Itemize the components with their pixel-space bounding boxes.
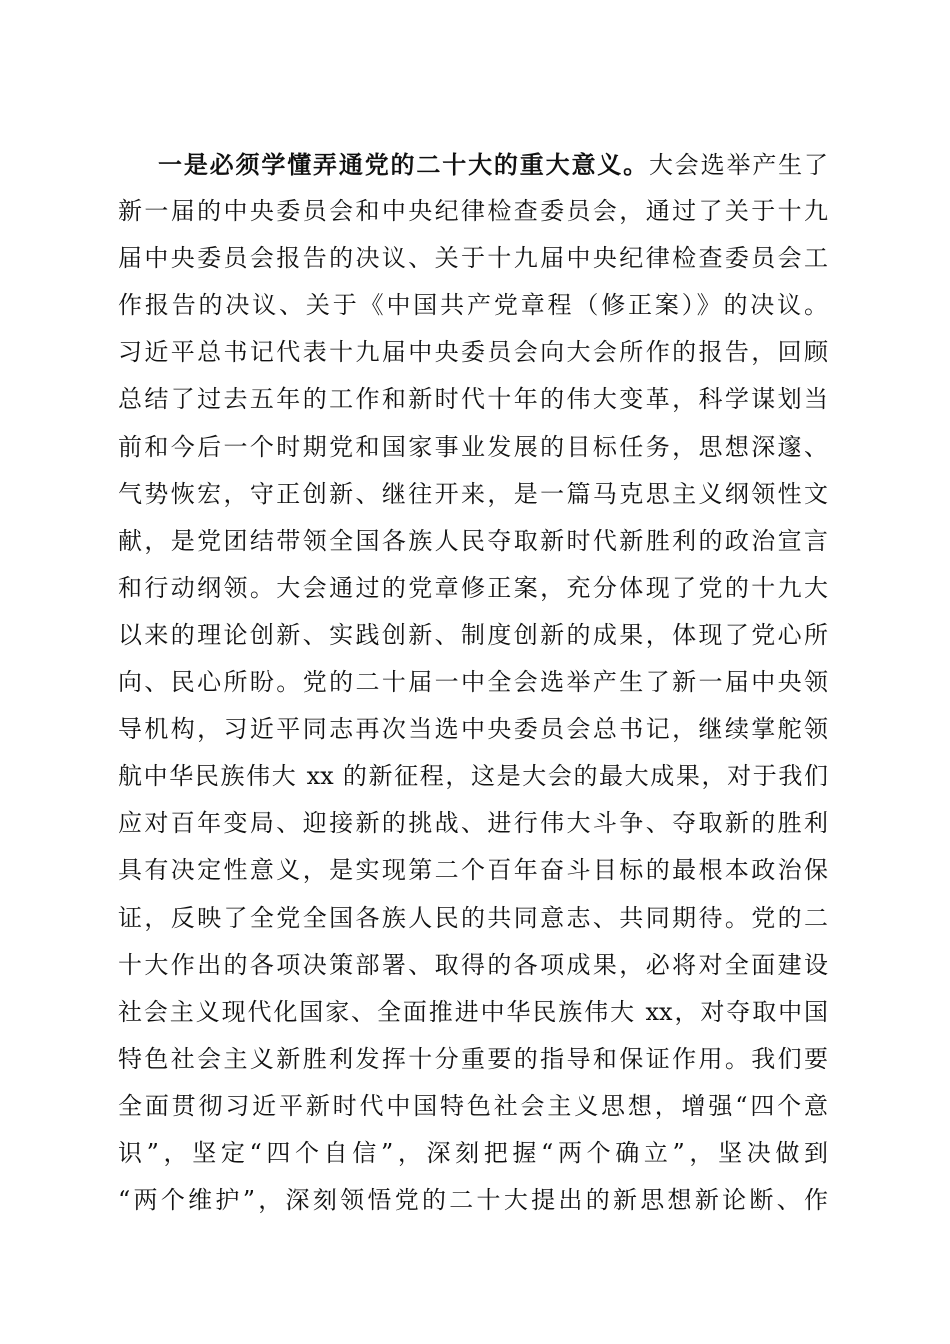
paragraph-line: 习近平总书记代表十九届中央委员会向大会所作的报告，回顾	[118, 338, 828, 367]
paragraph-line-1	[118, 141, 828, 188]
paragraph-line: 献，是党团结带领全国各族人民夺取新时代新胜利的政治宣言	[118, 526, 828, 555]
paragraph-line: 识”，坚定“四个自信”，深刻把握“两个确立”，坚决做到	[118, 1138, 828, 1167]
paragraph-line: 社会主义现代化国家、全面推进中华民族伟大 xx，对夺取中国	[118, 997, 828, 1026]
paragraph-line: 总结了过去五年的工作和新时代十年的伟大变革，科学谋划当	[118, 385, 828, 414]
paragraph-line: 新一届的中央委员会和中央纪律检查委员会，通过了关于十九	[118, 197, 828, 226]
paragraph-line: “两个维护”，深刻领悟党的二十大提出的新思想新论断、作	[118, 1186, 828, 1215]
body-paragraph	[118, 141, 828, 1224]
paragraph-line: 具有决定性意义，是实现第二个百年奋斗目标的最根本政治保	[118, 856, 828, 885]
paragraph-line: 以来的理论创新、实践创新、制度创新的成果，体现了党心所	[118, 620, 828, 649]
paragraph-line: 应对百年变局、迎接新的挑战、进行伟大斗争、夺取新的胜利	[118, 809, 828, 838]
paragraph-line: 前和今后一个时期党和国家事业发展的目标任务，思想深邃、	[118, 432, 828, 461]
paragraph-line: 气势恢宏，守正创新、继往开来，是一篇马克思主义纲领性文	[118, 479, 828, 508]
paragraph-line: 和行动纲领。大会通过的党章修正案，充分体现了党的十九大	[118, 573, 828, 602]
paragraph-heading: 一是必须学懂弄通党的二十大的重大意义。	[158, 150, 649, 179]
paragraph-line: 届中央委员会报告的决议、关于十九届中央纪律检查委员会工	[118, 244, 828, 273]
paragraph-line: 十大作出的各项决策部署、取得的各项成果，必将对全面建设	[118, 950, 828, 979]
paragraph-line: 向、民心所盼。党的二十届一中全会选举产生了新一届中央领	[118, 668, 828, 697]
paragraph-line: 证，反映了全党全国各族人民的共同意志、共同期待。党的二	[118, 903, 828, 932]
paragraph-line: 导机构，习近平同志再次当选中央委员会总书记，继续掌舵领	[118, 715, 828, 744]
paragraph-line: 作报告的决议、关于《中国共产党章程（修正案）》的决议。	[118, 291, 828, 320]
paragraph-line: 航中华民族伟大 xx 的新征程，这是大会的最大成果，对于我们	[118, 762, 828, 791]
paragraph-line: 全面贯彻习近平新时代中国特色社会主义思想，增强“四个意	[118, 1091, 828, 1120]
paragraph-line: 特色社会主义新胜利发挥十分重要的指导和保证作用。我们要	[118, 1044, 828, 1073]
paragraph-line-1-text: 大会选举产生了	[648, 151, 828, 179]
